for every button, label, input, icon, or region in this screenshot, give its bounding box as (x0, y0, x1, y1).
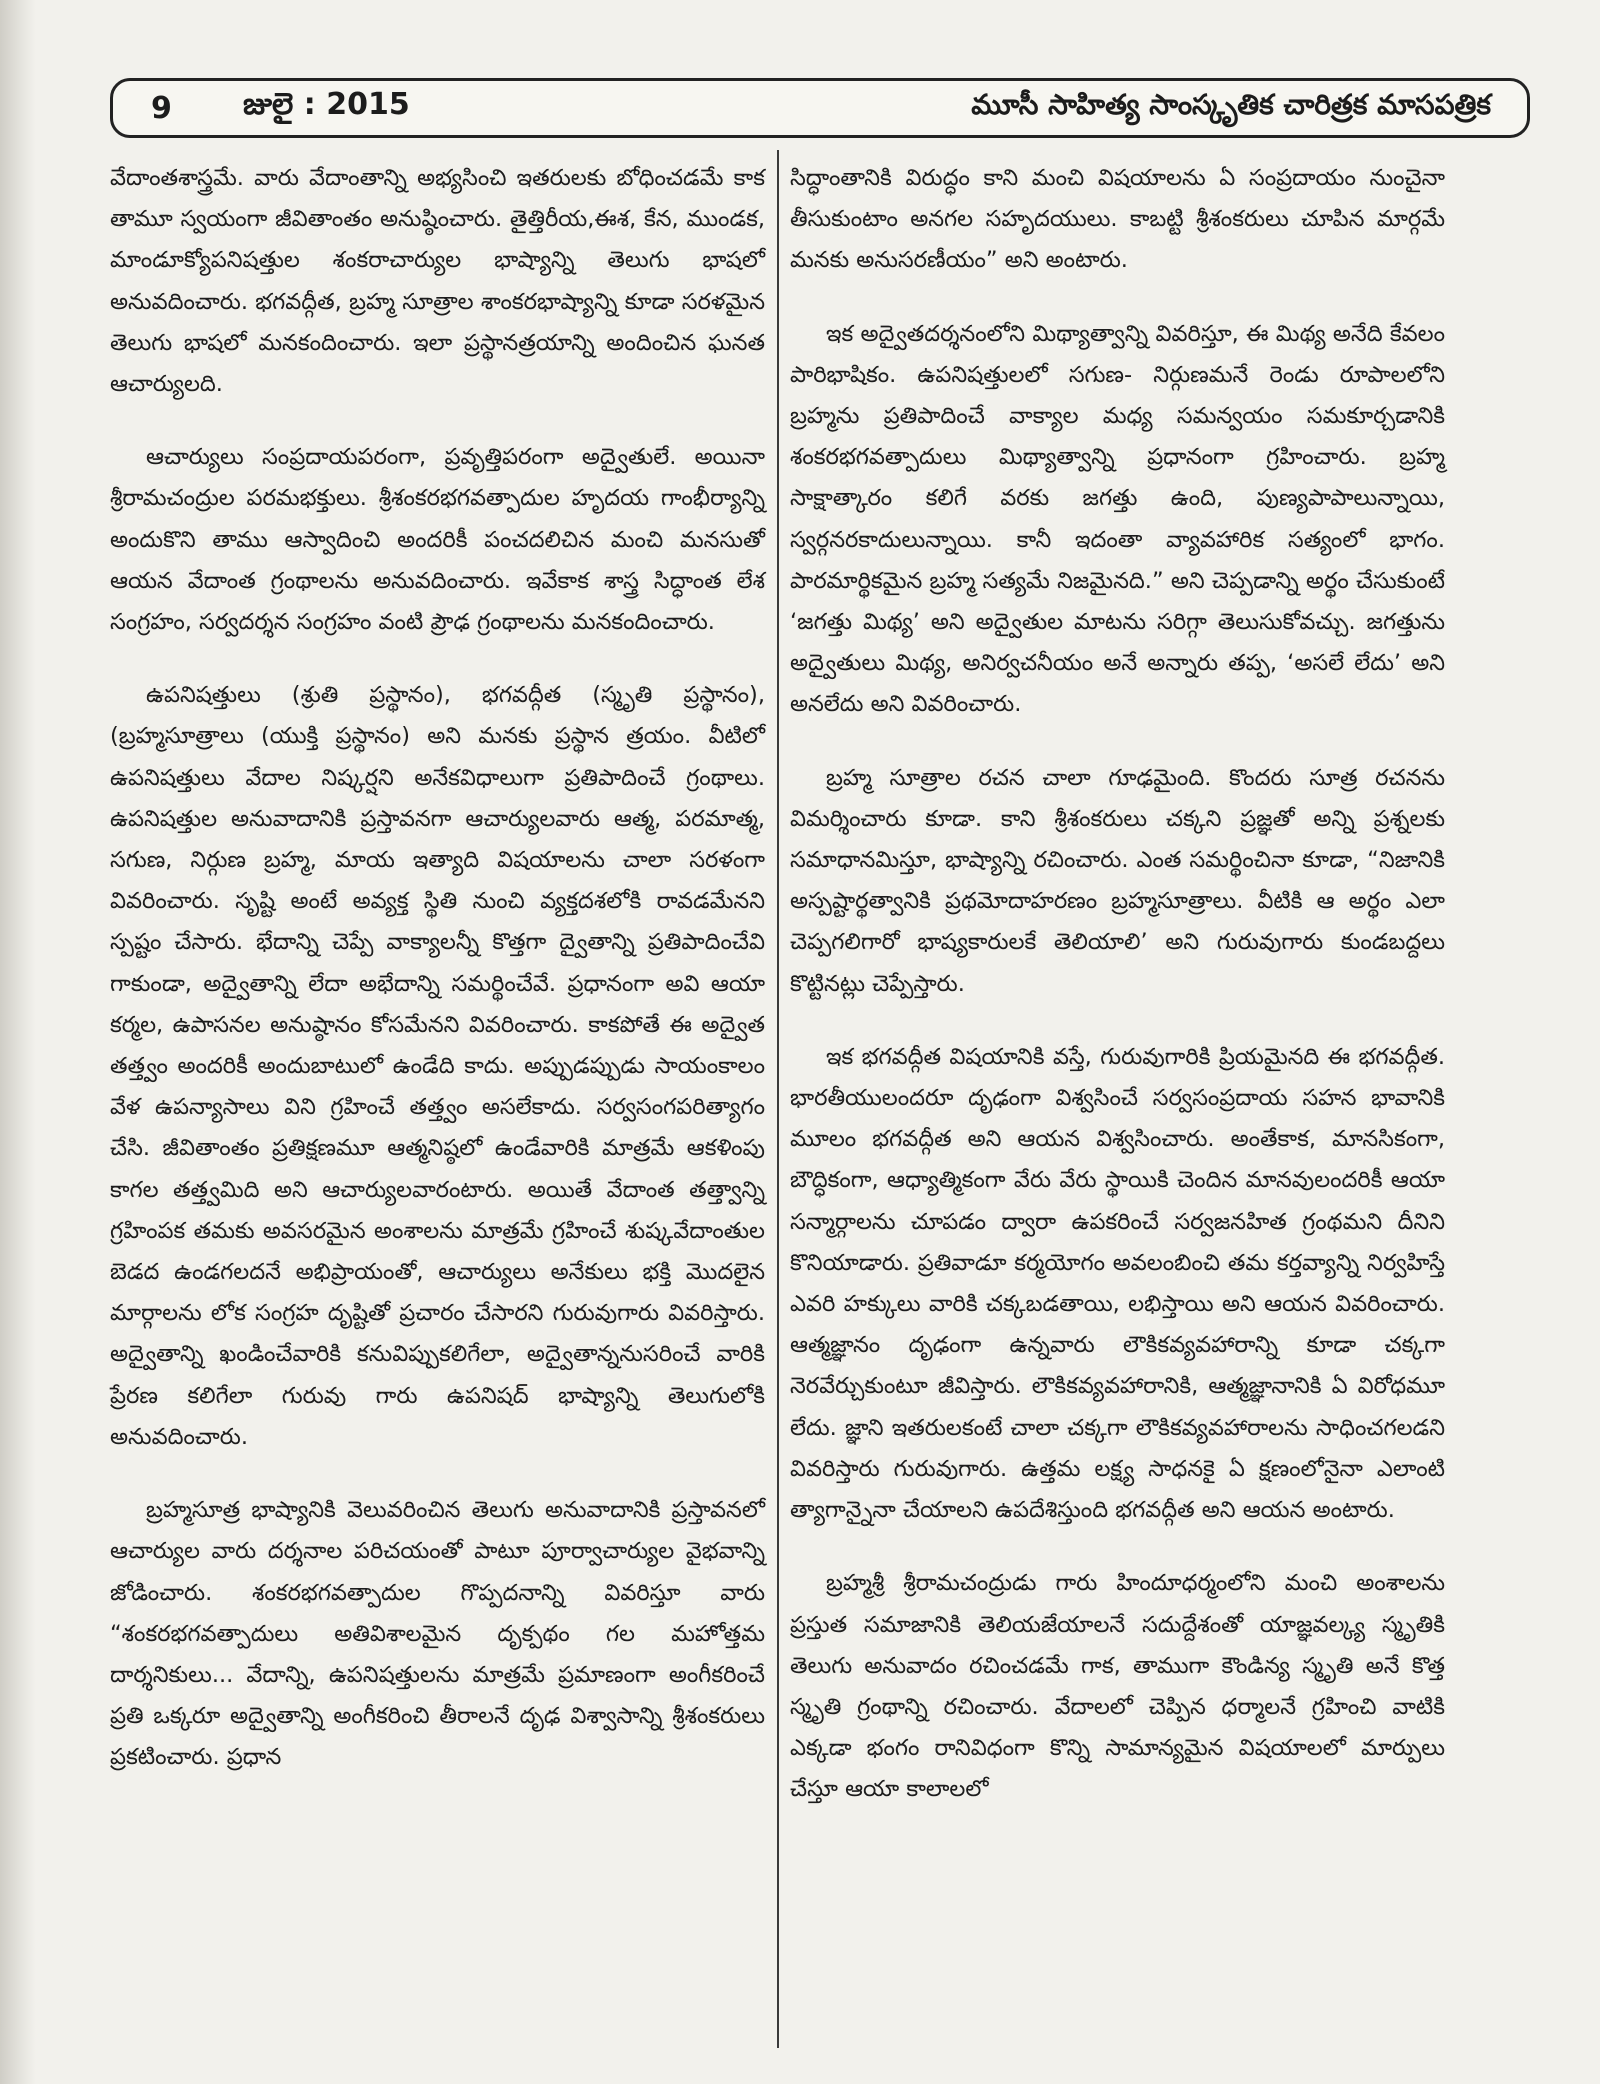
paragraph: వేదాంతశాస్త్రమే. వారు వేదాంతాన్ని అభ్యసించి ఇతరులకు బోధించడమే కాక తామూ స్వయంగా జీవితాంతం అనుష్ఠించారు. తైత్తిరీయ,ఈశ, కేన, ముండక, మాండూక్యోపనిషత్తుల శంకరాచార్యుల భాష్యాన్ని తెలుగు భాషలో అనువదించారు. భగవద్గీత, బ్రహ్మ సూత్రాల శాంకరభాష్యాన్ని కూడా సరళమైన తెలుగు భాషలో మనకందించారు. ఇలా ప్రస్థానత్రయాన్ని అందించిన ఘనత ఆచార్యులది. (110, 165, 765, 398)
paragraph: ఉపనిషత్తులు (శ్రుతి ప్రస్థానం), భగవద్గీత (స్మృతి ప్రస్థానం), (బ్రహ్మసూత్రాలు (యుక్తి ప్రస్థానం) అని మనకు ప్రస్థాన త్రయం. వీటిలో ఉపనిషత్తులు వేదాల నిష్కర్షని అనేకవిధాలుగా ప్రతిపాదించే గ్రంథాలు. ఉపనిషత్తుల అనువాదానికి ప్రస్తావనగా ఆచార్యులవారు ఆత్మ, పరమాత్మ, సగుణ, నిర్గుణ బ్రహ్మ, మాయ ఇత్యాది విషయాలను చాలా సరళంగా వివరించారు. సృష్టి అంటే అవ్యక్త స్థితి నుంచి వ్యక్తదశలోకి రావడమేనని స్పష్టం చేసారు. భేదాన్ని చెప్పే వాక్యాలన్నీ కొత్తగా ద్వైతాన్ని ప్రతిపాదించేవి గాకుండా, అద్వైతాన్ని లేదా అభేదాన్ని సమర్థించేవే. ప్రధానంగా అవి ఆయా కర్మల, ఉపాసనల అనుష్ఠానం కోసమేనని వివరించారు. కాకపోతే ఈ అద్వైత తత్త్వం అందరికీ అందుబాటులో ఉండేది కాదు. అప్పుడప్పుడు సాయంకాలం వేళ ఉపన్యాసాలు విని గ్రహించే తత్త్వం అసలేకాదు. సర్వసంగపరిత్యాగం చేసి. జీవితాంతం ప్రతిక్షణమూ ఆత్మనిష్ఠలో ఉండేవారికి మాత్రమే ఆకళింపు కాగల తత్త్వమిది అని ఆచార్యులవారంటారు. అయితే వేదాంత తత్త్వాన్ని గ్రహింపక తమకు అవసరమైన అంశాలను మాత్రమే గ్రహించే శుష్కవేదాంతుల బెడద ఉండగలదనే అభిప్రాయంతో, ఆచార్యులు అనేకులు భక్తి మొదలైన మార్గాలను లోక సంగ్రహ దృష్టితో ప్రచారం చేసారని గురువుగారు వివరిస్తారు. అద్వైతాన్ని ఖండించేవారికి కనువిప్పుకలిగేలా, అద్వైతాన్ననుసరించే వారికి ప్రేరణ కలిగేలా గురువు గారు ఉపనిషద్ భాష్యాన్ని తెలుగులోకి అనువదించారు. (110, 682, 765, 1450)
left-column (110, 158, 765, 2038)
magazine-title: మూసీ సాహిత్య సాంస్కృతిక చారిత్రక మాసపత్రిక (971, 88, 1491, 121)
page-number: 9 (151, 90, 172, 126)
paragraph: ఇక భగవద్గీత విషయానికి వస్తే, గురువుగారికి ప్రియమైనది ఈ భగవద్గీత. భారతీయులందరూ దృఢంగా విశ్వసించే సర్వసంప్రదాయ సహన భావానికి మూలం భగవద్గీత అని ఆయన విశ్వసించారు. అంతేకాక, మానసికంగా, బౌద్ధికంగా, ఆధ్యాత్మికంగా వేరు వేరు స్థాయికి చెందిన మానవులందరికీ ఆయా సన్మార్గాలను చూపడం ద్వారా ఉపకరించే సర్వజనహిత గ్రంథమని దీనిని కొనియాడారు. ప్రతివాడూ కర్మయోగం అవలంబించి తమ కర్తవ్యాన్ని నిర్వహిస్తే ఎవరి హక్కులు వారికి చక్కబడతాయి, లభిస్తాయి అని ఆయన వివరించారు. ఆత్మజ్ఞానం దృఢంగా ఉన్నవారు లౌకికవ్యవహారాన్ని కూడా చక్కగా నెరవేర్చుకుంటూ జీవిస్తారు. లౌకికవ్యవహారానికి, ఆత్మజ్ఞానానికి ఏ విరోధమూ లేదు. జ్ఞాని ఇతరులకంటే చాలా చక్కగా లౌకికవ్యవహారాలను సాధించగలడని వివరిస్తారు గురువుగారు. ఉత్తమ లక్ష్య సాధనకై ఏ క్షణంలోనైనా ఎలాంటి త్యాగాన్నైనా చేయాలని ఉపదేశిస్తుంది భగవద్గీత అని ఆయన అంటారు. (790, 1043, 1445, 1524)
paragraph: బ్రహ్మ సూత్రాల రచన చాలా గూఢమైంది. కొందరు సూత్ర రచనను విమర్శించారు కూడా. కాని శ్రీశంకరులు చక్కని ప్రజ్ఞతో అన్ని ప్రశ్నలకు సమాధానమిస్తూ, భాష్యాన్ని రచించారు. ఎంత సమర్థించినా కూడా, “నిజానికి అస్పష్టార్థత్వానికి ప్రథమోదాహరణం బ్రహ్మసూత్రాలు. వీటికి ఆ అర్థం ఎలా చెప్పగలిగారో భాష్యకారులకే తెలియాలి’ అని గురువుగారు కుండబద్దలు కొట్టినట్లు చెప్పేస్తారు. (790, 764, 1445, 997)
paragraph: ఆచార్యులు సంప్రదాయపరంగా, ప్రవృత్తిపరంగా అద్వైతులే. అయినా శ్రీరామచంద్రుల పరమభక్తులు. శ్రీశంకరభగవత్పాదుల హృదయ గాంభీర్యాన్ని అందుకొని తాము ఆస్వాదించి అందరికీ పంచదలిచిన మంచి మనసుతో ఆయన వేదాంత గ్రంథాలను అనువదించారు. ఇవేకాక శాస్త్ర సిద్ధాంత లేశ సంగ్రహం, సర్వదర్శన సంగ్రహం వంటి ప్రౌఢ గ్రంథాలను మనకందించారు. (110, 444, 765, 636)
paragraph: బ్రహ్మసూత్ర భాష్యానికి వెలువరించిన తెలుగు అనువాదానికి ప్రస్తావనలో ఆచార్యుల వారు దర్శనాల పరిచయంతో పాటూ పూర్వాచార్యుల వైభవాన్ని జోడించారు. శంకరభగవత్పాదుల గొప్పదనాన్ని వివరిస్తూ వారు “శంకరభగవత్పాదులు అతివిశాలమైన దృక్పథం గల మహోత్తమ దార్శనికులు... వేదాన్ని, ఉపనిషత్తులను మాత్రమే ప్రమాణంగా అంగీకరించే ప్రతి ఒక్కరూ అద్వైతాన్ని అంగీకరించి తీరాలనే దృఢ విశ్వాసాన్ని శ్రీశంకరులు ప్రకటించారు. ప్రధాన (110, 1497, 765, 1771)
paragraph: సిద్ధాంతానికి విరుద్ధం కాని మంచి విషయాలను ఏ సంప్రదాయం నుంచైనా తీసుకుంటాం అనగల సహృదయులు. కాబట్టి శ్రీశంకరులు చూపిన మార్గమే మనకు అనుసరణీయం” అని అంటారు. (790, 165, 1445, 274)
binding-shadow (0, 0, 36, 2084)
issue-date: జులై : 2015 (243, 87, 410, 122)
paragraph: ఇక అద్వైతదర్శనంలోని మిథ్యాత్వాన్ని వివరిస్తూ, ఈ మిథ్య అనేది కేవలం పారిభాషికం. ఉపనిషత్తులలో సగుణ- నిర్గుణమనే రెండు రూపాలలోని బ్రహ్మను ప్రతిపాదించే వాక్యాల మధ్య సమన్వయం సమకూర్చడానికి శంకరభగవత్పాదులు మిథ్యాత్వాన్ని ప్రధానంగా గ్రహించారు. బ్రహ్మ సాక్షాత్కారం కలిగే వరకు జగత్తు ఉంది, పుణ్యపాపాలున్నాయి, స్వర్గనరకాదులున్నాయి. కానీ ఇదంతా వ్యావహారిక సత్యంలో భాగం. పారమార్థికమైన బ్రహ్మ సత్యమే నిజమైనది.” అని చెప్పడాన్ని అర్థం చేసుకుంటే ‘జగత్తు మిథ్య’ అని అద్వైతుల మాటను సరిగ్గా తెలుసుకోవచ్చు. జగత్తును అద్వైతులు మిథ్య, అనిర్వచనీయం అనే అన్నారు తప్ప, ‘అసలే లేదు’ అని అనలేదు అని వివరించారు. (790, 320, 1445, 718)
column-divider (777, 150, 779, 2048)
magazine-page (110, 78, 1530, 2048)
paragraph: బ్రహ్మశ్రీ శ్రీరామచంద్రుడు గారు హిందూధర్మంలోని మంచి అంశాలను ప్రస్తుత సమాజానికి తెలియజేయాలనే సదుద్దేశంతో యాజ్ఞవల్క్య స్మృతికి తెలుగు అనువాదం రచించడమే గాక, తాముగా కౌండిన్య స్మృతి అనే కొత్త స్మృతి గ్రంథాన్ని రచించారు. వేదాలలో చెప్పిన ధర్మాలనే గ్రహించి వాటికి ఎక్కడా భంగం రానివిధంగా కొన్ని సామాన్యమైన విషయాలలో మార్పులు చేస్తూ ఆయా కాలాలలో (790, 1570, 1445, 1803)
page-header (110, 78, 1530, 138)
right-column (790, 158, 1445, 2038)
